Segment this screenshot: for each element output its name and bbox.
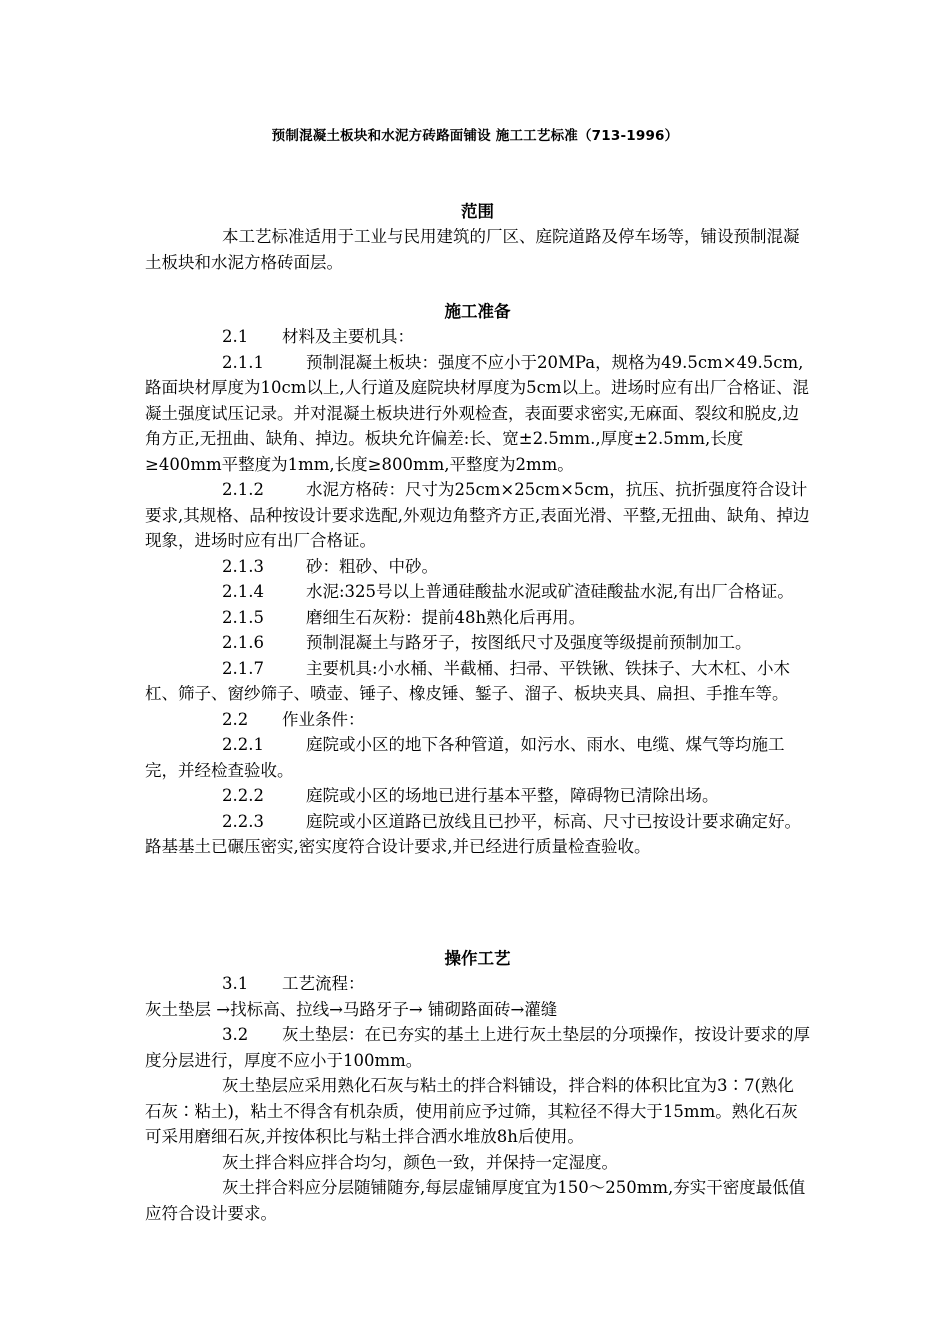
clause-number: 2.2.2 [222, 786, 264, 805]
clause-2-1 [145, 324, 810, 350]
section-heading-preparation: 施工准备 [444, 302, 511, 321]
clause-text: 工艺流程： [282, 974, 365, 993]
clause-number: 2.1.3 [222, 556, 264, 576]
clause-2-1-2 [145, 477, 810, 554]
lime-soil-paragraph-2: 灰土拌合料应拌合均匀，颜色一致，并保持一定湿度。 [222, 1152, 618, 1172]
clause-number: 2.1 [222, 327, 249, 346]
clause-text: 灰土垫层：在已夯实的基土上进行灰土垫层的分项操作，按设计要求的厚度分层进行，厚度不应小于100mm。 [145, 1025, 810, 1070]
lime-soil-paragraph-1: 灰土垫层应采用熟化石灰与粘土的拌合料铺设，拌合料的体积比宜为3∶7(熟化石灰∶粘土)，粘土不得含有机杂质，使用前应予过筛，其粒径不得大于15mm。熟化石灰可采用磨细石灰,并按体积比与粘土拌合洒水堆放8h后使用。 [145, 1076, 798, 1146]
clause-number: 2.2 [222, 709, 249, 729]
scope-paragraph: 本工艺标准适用于工业与民用建筑的厂区、庭院道路及停车场等，铺设预制混凝土板块和水泥方格砖面层。 [145, 227, 800, 272]
clause-text: 材料及主要机具： [282, 327, 414, 346]
clause-text: 磨细生石灰粉：提前48h熟化后再用。 [306, 607, 586, 627]
clause-text: 主要机具:小水桶、半截桶、扫帚、平铁锹、铁抹子、大木杠、小木杠、筛子、窗纱筛子、喷壶、锤子、橡皮锤、錾子、溜子、板块夹具、扁担、手推车等。 [145, 658, 791, 703]
clause-text: 庭院或小区的地下各种管道，如污水、雨水、电缆、煤气等均施工完，并经检查验收。 [145, 735, 785, 780]
section-heading-operation: 操作工艺 [444, 949, 511, 968]
clause-number: 2.2.3 [222, 811, 264, 831]
clause-number: 2.1.5 [222, 607, 264, 627]
clause-text: 预制混凝土与路牙子，按图纸尺寸及强度等级提前预制加工。 [306, 633, 752, 652]
clause-2-1-6 [145, 630, 810, 656]
clause-number: 2.1.6 [222, 633, 264, 652]
clause-2-1-3 [145, 554, 810, 580]
clause-2-2-3 [145, 809, 810, 860]
section-heading-scope: 范围 [461, 202, 494, 221]
document-title: 预制混凝土板块和水泥方砖路面铺设 施工工艺标准（713-1996） [271, 128, 679, 144]
clause-number: 3.2 [222, 1025, 249, 1044]
section-preparation [145, 299, 810, 860]
clause-number: 2.1.1 [222, 352, 264, 372]
clause-text: 砂：粗砂、中砂。 [306, 556, 438, 576]
clause-2-1-1 [145, 350, 810, 478]
clause-text: 庭院或小区的场地已进行基本平整，障碍物已清除出场。 [306, 786, 719, 805]
clause-2-2-1 [145, 732, 810, 783]
clause-2-1-5 [145, 605, 810, 631]
clause-3-2 [145, 1022, 810, 1073]
clause-3-1 [145, 971, 810, 997]
clause-2-1-7 [145, 656, 810, 707]
clause-number: 2.1.7 [222, 658, 264, 678]
clause-text: 庭院或小区道路已放线且已抄平，标高、尺寸已按设计要求确定好。路基基土已碾压密实,密实度符合设计要求,并已经进行质量检查验收。 [145, 811, 801, 856]
section-scope [145, 199, 810, 275]
lime-soil-paragraph-3: 灰土拌合料应分层随铺随夯,每层虚铺厚度宜为150～250mm,夯实干密度最低值应符合设计要求。 [145, 1178, 806, 1223]
clause-number: 2.1.4 [222, 582, 264, 601]
clause-2-2 [145, 707, 810, 733]
process-flow: 灰土垫层 →找标高、拉线→马路牙子→ 铺砌路面砖→灌缝 [145, 999, 558, 1019]
section-operation [145, 946, 810, 1226]
clause-text: 预制混凝土板块：强度不应小于20MPa，规格为49.5cm×49.5cm,路面块材厚度为10cm以上,人行道及庭院块材厚度为5cm以上。进场时应有出厂合格证、混凝土强度试压记录。并对混凝土板块进行外观检查，表面要求密实,无麻面、裂纹和脱皮,边角方正,无扭曲、缺角、掉边。板块允许偏差:长、宽±2.5mm.,厚度±2.5mm,长度≥400mm平整度为1mm,长度≥800mm,平整度为2mm。 [145, 352, 810, 474]
clause-number: 3.1 [222, 974, 249, 993]
clause-text: 作业条件： [282, 709, 365, 729]
clause-2-1-4 [145, 579, 810, 605]
clause-2-2-2 [145, 783, 810, 809]
clause-text: 水泥方格砖：尺寸为25cm×25cm×5cm，抗压、抗折强度符合设计要求,其规格、品种按设计要求选配,外观边角整齐方正,表面光滑、平整,无扭曲、缺角、掉边现象，进场时应有出厂合格证。 [145, 480, 810, 550]
clause-number: 2.2.1 [222, 735, 264, 754]
clause-number: 2.1.2 [222, 480, 264, 499]
clause-text: 水泥:325号以上普通硅酸盐水泥或矿渣硅酸盐水泥,有出厂合格证。 [306, 582, 794, 601]
